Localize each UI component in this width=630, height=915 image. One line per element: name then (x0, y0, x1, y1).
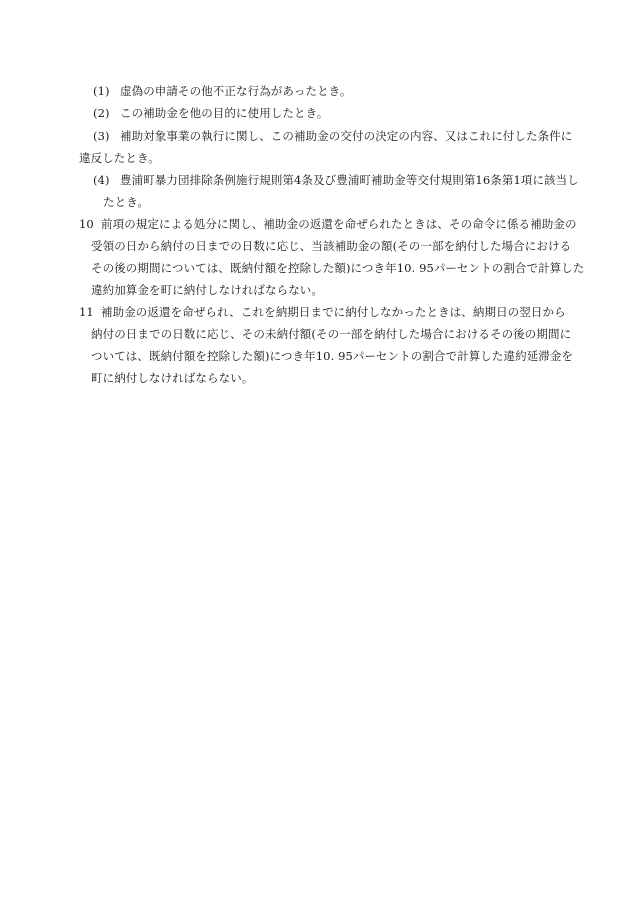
item-3-number: (3) (93, 129, 110, 143)
para-11-line-3: ついては、既納付額を控除した額)につき年10. 95パーセントの割合で計算した違約延滞金を (91, 349, 574, 363)
para-10-line-2: 受領の日から納付の日までの日数に応じ、当該補助金の額(その一部を納付した場合における (91, 239, 572, 253)
para-11-line-2: 納付の日までの日数に応じ、その未納付額(その一部を納付した場合におけるその後の期間に (91, 327, 572, 341)
para-11-line-4: 町に納付しなければならない。 (91, 371, 254, 385)
para-11-number: 11 (79, 305, 94, 319)
item-4-text: 豊浦町暴力団排除条例施行規則第4条及び豊浦町補助金等交付規則第16条第1項に該当し (120, 173, 579, 187)
item-2-text: この補助金を他の目的に使用したとき。 (120, 106, 329, 120)
item-3-text: 補助対象事業の執行に関し、この補助金の交付の決定の内容、又はこれに付した条件に (120, 129, 573, 143)
item-1-number: (1) (93, 84, 110, 98)
item-1-text: 虚偽の申請その他不正な行為があったとき。 (120, 84, 352, 98)
item-2-number: (2) (93, 106, 110, 120)
para-10-number: 10 (79, 217, 94, 231)
item-4-number: (4) (93, 173, 110, 187)
para-10-line-1: 前項の規定による処分に関し、補助金の返還を命ぜられたときは、その命令に係る補助金の (101, 217, 577, 231)
item-3-continuation: 違反したとき。 (79, 151, 160, 165)
para-11-line-1: 補助金の返還を命ぜられ、これを納期日までに納付しなかったときは、納期日の翌日から (101, 305, 566, 319)
para-10-line-3: その後の期間については、既納付額を控除した額)につき年10. 95パーセントの割合で計算した (91, 261, 585, 275)
item-4-continuation: たとき。 (103, 195, 149, 209)
para-10-line-4: 違約加算金を町に納付しなければならない。 (91, 283, 323, 297)
